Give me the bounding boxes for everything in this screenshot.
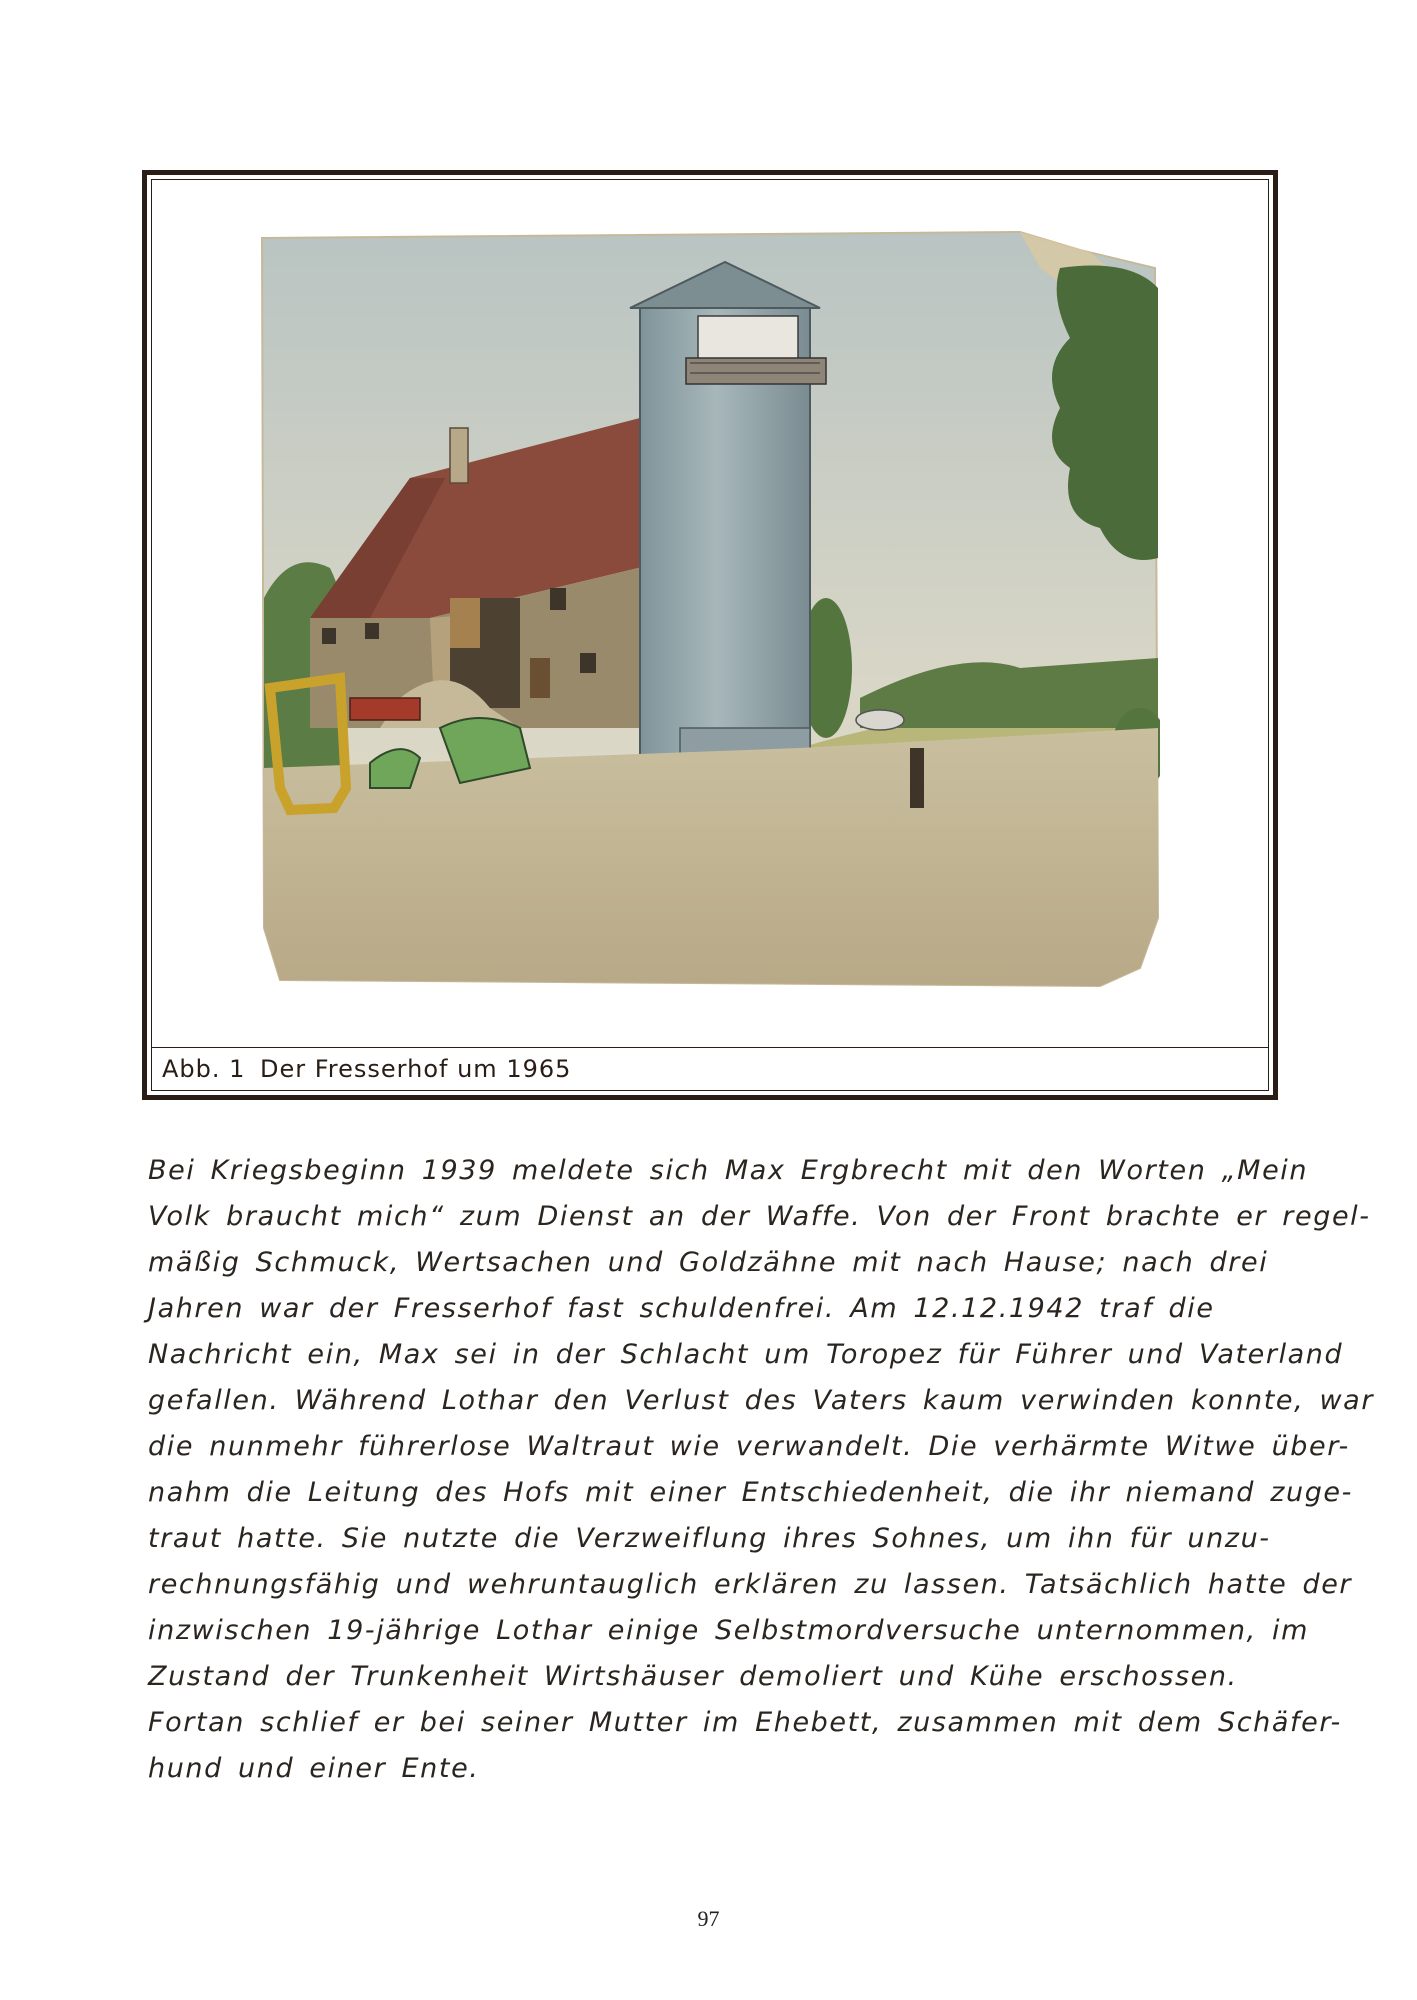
body-line: Bei Kriegsbeginn 1939 meldete sich Max Ergbrecht mit den Worten „Mein (148, 1155, 1309, 1186)
body-line: rechnungsfähig und wehruntauglich erklären zu lassen. Tatsächlich hatte der (148, 1569, 1353, 1600)
body-line: Nachricht ein, Max sei in der Schlacht um Toropez für Führer und Vaterland (148, 1339, 1344, 1370)
page-number: 97 (697, 1906, 720, 1931)
body-line: Fortan schlief er bei seiner Mutter im Ehebett, zusammen mit dem Schäfer- (148, 1707, 1342, 1738)
body-paragraph (148, 1148, 1375, 1792)
body-line: Zustand der Trunkenheit Wirtshäuser demoliert und Kühe erschossen. (148, 1661, 1238, 1692)
body-line: Jahren war der Fresserhof fast schuldenfrei. Am 12.12.1942 traf die (148, 1293, 1215, 1324)
body-line: Volk braucht mich“ zum Dienst an der Waffe. Von der Front brachte er regel- (148, 1201, 1371, 1232)
body-line: inzwischen 19-jährige Lothar einige Selbstmordversuche unternommen, im (148, 1615, 1310, 1646)
caption-text: Der Fresserhof um 1965 (260, 1055, 572, 1083)
body-line: mäßig Schmuck, Wertsachen und Goldzähne mit nach Hause; nach drei (148, 1247, 1269, 1278)
farmhouse-silo-illustration (260, 228, 1160, 988)
figure-caption (152, 1047, 1268, 1090)
body-line: hund und einer Ente. (148, 1753, 480, 1784)
body-line: nahm die Leitung des Hofs mit einer Entschiedenheit, die ihr niemand zuge- (148, 1477, 1353, 1508)
body-line: gefallen. Während Lothar den Verlust des Vaters kaum verwinden konnte, war (148, 1385, 1375, 1416)
body-line: die nunmehr führerlose Waltraut wie verwandelt. Die verhärmte Witwe über- (148, 1431, 1350, 1462)
body-line: traut hatte. Sie nutzte die Verzweiflung ihres Sohnes, um ihn für unzu- (148, 1523, 1271, 1554)
caption-number: Abb. 1 (162, 1055, 246, 1083)
figure-frame (142, 170, 1278, 1100)
figure-inner-frame (151, 179, 1269, 1091)
